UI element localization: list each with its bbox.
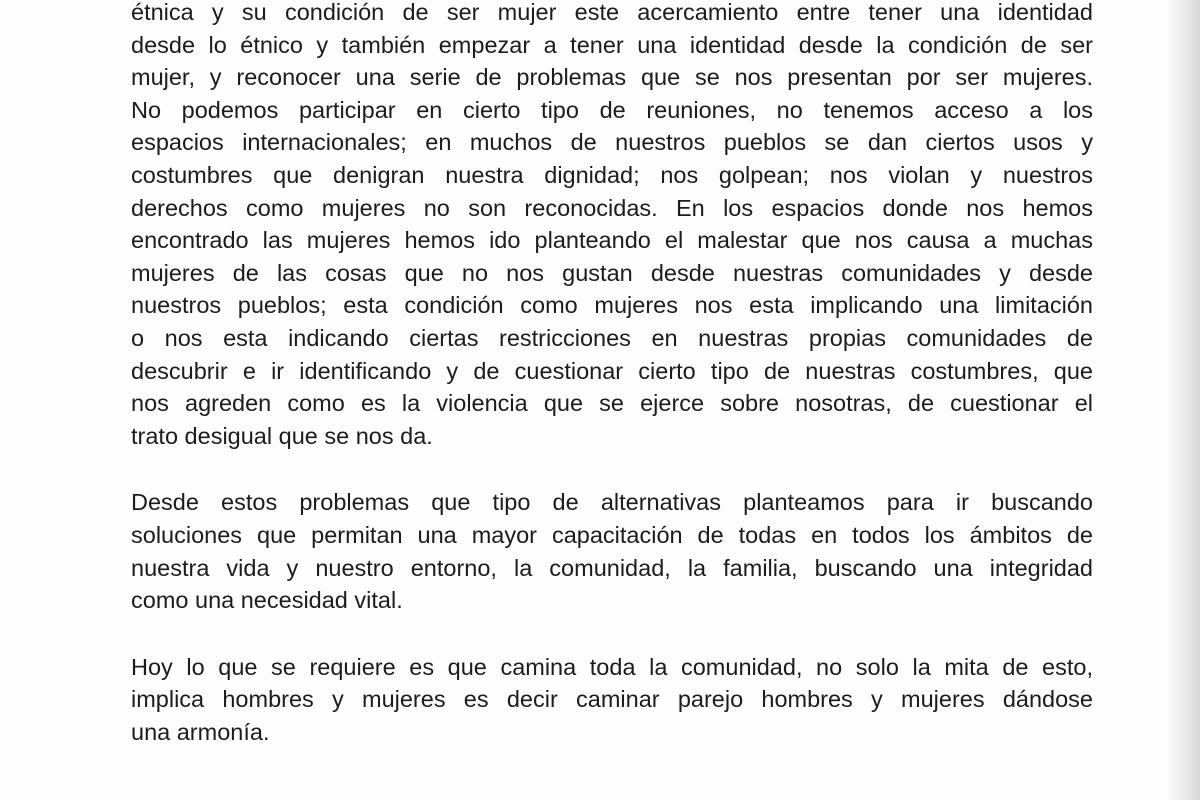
text-line: encontrado las mujeres hemos ido planteando el malestar que nos causa a muchas: [131, 227, 1093, 254]
paragraph-2: [131, 486, 1093, 616]
text-line: mujeres de las cosas que no nos gustan desde nuestras comunidades y desde: [131, 259, 1093, 286]
text-line: costumbres que denigran nuestra dignidad; nos golpean; nos violan y nuestros: [131, 161, 1093, 188]
text-line: como una necesidad vital.: [131, 587, 403, 614]
text-line: una armonía.: [131, 718, 270, 745]
text-line: étnica y su condición de ser mujer este acercamiento entre tener una identidad: [131, 0, 1093, 25]
text-line: o nos esta indicando ciertas restricciones en nuestras propias comunidades de: [131, 324, 1093, 351]
paragraph-3: [131, 651, 1093, 749]
text-line: nos agreden como es la violencia que se ejerce sobre nosotras, de cuestionar el: [131, 390, 1093, 417]
text-line: descubrir e ir identificando y de cuestionar cierto tipo de nuestras costumbres, que: [131, 357, 1093, 384]
text-line: Hoy lo que se requiere es que camina toda la comunidad, no solo la mita de esto,: [131, 653, 1093, 680]
text-line: Desde estos problemas que tipo de alternativas planteamos para ir buscando: [131, 489, 1093, 516]
text-line: desde lo étnico y también empezar a tener una identidad desde la condición de ser: [131, 31, 1093, 58]
paragraph-1: [131, 0, 1093, 452]
paragraph-spacer: [131, 617, 1093, 651]
text-line: implica hombres y mujeres es decir caminar parejo hombres y mujeres dándose: [131, 686, 1093, 713]
document-body: [131, 0, 1093, 748]
text-line: espacios internacionales; en muchos de nuestros pueblos se dan ciertos usos y: [131, 129, 1093, 156]
text-line: nuestros pueblos; esta condición como mujeres nos esta implicando una limitación: [131, 292, 1093, 319]
paragraph-spacer: [131, 452, 1093, 486]
text-line: nuestra vida y nuestro entorno, la comunidad, la familia, buscando una integridad: [131, 554, 1093, 581]
text-line: derechos como mujeres no son reconocidas. En los espacios donde nos hemos: [131, 194, 1093, 221]
text-line: No podemos participar en cierto tipo de reuniones, no tenemos acceso a los: [131, 96, 1093, 123]
text-line: soluciones que permitan una mayor capacitación de todas en todos los ámbitos de: [131, 521, 1093, 548]
text-line: mujer, y reconocer una serie de problemas que se nos presentan por ser mujeres.: [131, 64, 1093, 91]
text-line: trato desigual que se nos da.: [131, 422, 433, 449]
scan-shadow-edge: [1166, 0, 1200, 800]
